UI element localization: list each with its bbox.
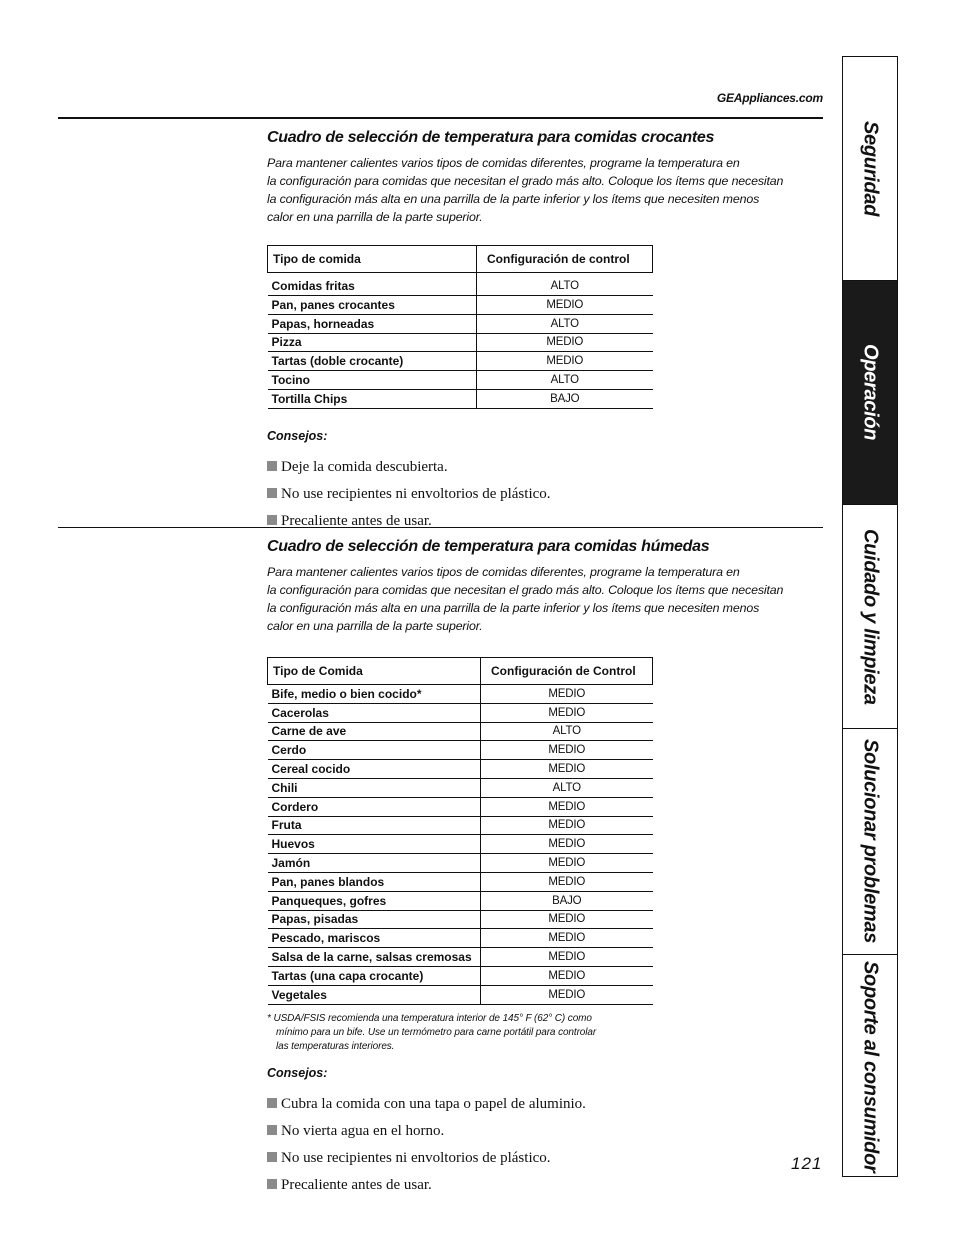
control-setting-cell: MEDIO [481, 760, 653, 779]
side-tab-label: Soporte al consumidor [859, 960, 882, 1173]
control-setting-cell: MEDIO [481, 966, 653, 985]
control-setting-cell: MEDIO [481, 872, 653, 891]
square-bullet-icon [267, 488, 277, 498]
control-setting-cell: MEDIO [477, 352, 653, 371]
crisp-foods-section [267, 128, 823, 535]
side-tab-label: Cuidado y limpieza [859, 528, 882, 705]
tip-text: Cubra la comida con una tapa o papel de aluminio. [281, 1095, 586, 1112]
crisp-tips-title: Consejos: [267, 428, 328, 443]
list-item [267, 1145, 823, 1172]
moist-intro [267, 563, 823, 635]
square-bullet-icon [267, 515, 277, 525]
food-type-cell: Tocino [268, 371, 477, 390]
table-row [268, 872, 653, 891]
food-type-cell: Tortilla Chips [268, 389, 477, 408]
table-row [268, 854, 653, 873]
crisp-intro-line: la configuración para comidas que necesitan el grado más alto. Coloque los ítems que necesitan [267, 174, 784, 188]
moist-intro-line: calor en una parrilla de la parte superior. [267, 619, 483, 633]
tip-text: No use recipientes ni envoltorios de plástico. [281, 1149, 551, 1166]
control-setting-cell: MEDIO [481, 703, 653, 722]
square-bullet-icon [267, 1098, 277, 1108]
control-setting-cell: MEDIO [481, 948, 653, 967]
food-type-cell: Huevos [268, 835, 481, 854]
list-item [267, 508, 823, 535]
column-header-food-type: Tipo de comida [268, 246, 477, 273]
table-row [268, 741, 653, 760]
control-setting-cell: MEDIO [477, 296, 653, 315]
control-setting-cell: MEDIO [477, 333, 653, 352]
table-row [268, 797, 653, 816]
table-row [268, 948, 653, 967]
control-setting-cell: MEDIO [481, 929, 653, 948]
moist-tips-list [267, 1091, 823, 1199]
table-row [268, 296, 653, 315]
side-tab-label: Operación [859, 344, 882, 441]
control-setting-cell: ALTO [477, 273, 653, 296]
list-item [267, 454, 823, 481]
control-setting-cell: MEDIO [481, 985, 653, 1004]
square-bullet-icon [267, 1152, 277, 1162]
crisp-section-title: Cuadro de selección de temperatura para comidas crocantes [267, 129, 715, 146]
food-type-cell: Papas, horneadas [268, 314, 477, 333]
moist-table-body [268, 685, 653, 1005]
table-row [268, 835, 653, 854]
list-item [267, 1091, 823, 1118]
table-row [268, 891, 653, 910]
site-url: GEAppliances.com [716, 91, 823, 105]
crisp-foods-table [267, 245, 653, 409]
food-type-cell: Cereal cocido [268, 760, 481, 779]
control-setting-cell: MEDIO [481, 910, 653, 929]
food-type-cell: Bife, medio o bien cocido* [268, 685, 481, 704]
section-divider [58, 527, 823, 528]
side-tab[interactable] [843, 955, 897, 1178]
crisp-intro-line: la configuración más alta en una parrilla de la parte inferior y los ítems que necesiten menos [267, 192, 760, 206]
table-row [268, 760, 653, 779]
side-tab[interactable] [843, 505, 897, 729]
control-setting-cell: MEDIO [481, 685, 653, 704]
moist-foods-section [267, 537, 823, 1199]
table-row [268, 985, 653, 1004]
control-setting-cell: MEDIO [481, 797, 653, 816]
control-setting-cell: MEDIO [481, 741, 653, 760]
moist-intro-line: la configuración para comidas que necesitan el grado más alto. Coloque los ítems que necesitan [267, 583, 784, 597]
square-bullet-icon [267, 461, 277, 471]
side-tab[interactable] [843, 281, 897, 505]
food-type-cell: Cordero [268, 797, 481, 816]
moist-section-title: Cuadro de selección de temperatura para comidas húmedas [267, 538, 710, 555]
table-row [268, 910, 653, 929]
table-header-row [268, 246, 653, 273]
crisp-table-body [268, 273, 653, 409]
page-number: 121 [791, 1154, 823, 1173]
control-setting-cell: BAJO [477, 389, 653, 408]
crisp-tips-list [267, 454, 823, 535]
column-header-food-type: Tipo de Comida [268, 658, 481, 685]
food-type-cell: Fruta [268, 816, 481, 835]
table-row [268, 389, 653, 408]
food-type-cell: Pizza [268, 333, 477, 352]
tip-text: No vierta agua en el horno. [281, 1122, 445, 1139]
table-row [268, 966, 653, 985]
control-setting-cell: ALTO [481, 778, 653, 797]
moist-intro-line: la configuración más alta en una parrilla de la parte inferior y los ítems que necesiten menos [267, 601, 760, 615]
control-setting-cell: ALTO [481, 722, 653, 741]
food-type-cell: Carne de ave [268, 722, 481, 741]
food-type-cell: Tartas (una capa crocante) [268, 966, 481, 985]
table-row [268, 333, 653, 352]
table-row [268, 816, 653, 835]
food-type-cell: Papas, pisadas [268, 910, 481, 929]
food-type-cell: Pan, panes blandos [268, 872, 481, 891]
control-setting-cell: MEDIO [481, 835, 653, 854]
footnote-line: mínimo para un bife. Use un termómetro para carne portátil para controlar [276, 1026, 597, 1038]
food-type-cell: Pan, panes crocantes [268, 296, 477, 315]
side-tab-bar [842, 56, 898, 1177]
list-item [267, 1118, 823, 1145]
moist-tips-title: Consejos: [267, 1065, 328, 1080]
tip-text: No use recipientes ni envoltorios de plástico. [281, 485, 551, 502]
control-setting-cell: MEDIO [481, 816, 653, 835]
side-tab-label: Solucionar problemas [859, 739, 882, 944]
table-header-row [268, 658, 653, 685]
side-tab-label: Seguridad [859, 120, 882, 217]
column-header-control-setting: Configuración de control [477, 246, 653, 273]
footnote-line: las temperaturas interiores. [276, 1040, 395, 1052]
square-bullet-icon [267, 1179, 277, 1189]
food-type-cell: Tartas (doble crocante) [268, 352, 477, 371]
tip-text: Precaliente antes de usar. [281, 512, 432, 529]
table-row [268, 371, 653, 390]
table-row [268, 352, 653, 371]
table-row [268, 929, 653, 948]
food-type-cell: Cacerolas [268, 703, 481, 722]
food-type-cell: Jamón [268, 854, 481, 873]
food-type-cell: Comidas fritas [268, 273, 477, 296]
control-setting-cell: ALTO [477, 371, 653, 390]
food-type-cell: Pescado, mariscos [268, 929, 481, 948]
table-row [268, 314, 653, 333]
control-setting-cell: BAJO [481, 891, 653, 910]
food-type-cell: Cerdo [268, 741, 481, 760]
footnote-line: * USDA/FSIS recomienda una temperatura interior de 145° F (62° C) como [267, 1012, 592, 1024]
crisp-intro-line: Para mantener calientes varios tipos de comidas diferentes, programe la temperatura en [267, 156, 740, 170]
crisp-intro-line: calor en una parrilla de la parte superior. [267, 210, 483, 224]
table-row [268, 685, 653, 704]
food-type-cell: Chili [268, 778, 481, 797]
side-tab[interactable] [843, 729, 897, 955]
top-rule [58, 117, 823, 119]
table-row [268, 722, 653, 741]
tip-text: Deje la comida descubierta. [281, 458, 448, 475]
table-row [268, 703, 653, 722]
food-type-cell: Panqueques, gofres [268, 891, 481, 910]
table-row [268, 273, 653, 296]
footnote [267, 1012, 823, 1054]
control-setting-cell: MEDIO [481, 854, 653, 873]
table-row [268, 778, 653, 797]
crisp-intro [267, 154, 823, 226]
column-header-control-setting: Configuración de Control [481, 658, 653, 685]
moist-foods-table [267, 657, 653, 1005]
moist-intro-line: Para mantener calientes varios tipos de comidas diferentes, programe la temperatura en [267, 565, 740, 579]
list-item [267, 481, 823, 508]
food-type-cell: Vegetales [268, 985, 481, 1004]
square-bullet-icon [267, 1125, 277, 1135]
control-setting-cell: ALTO [477, 314, 653, 333]
food-type-cell: Salsa de la carne, salsas cremosas [268, 948, 481, 967]
list-item [267, 1172, 823, 1199]
tip-text: Precaliente antes de usar. [281, 1176, 432, 1193]
side-tab[interactable] [843, 57, 897, 281]
